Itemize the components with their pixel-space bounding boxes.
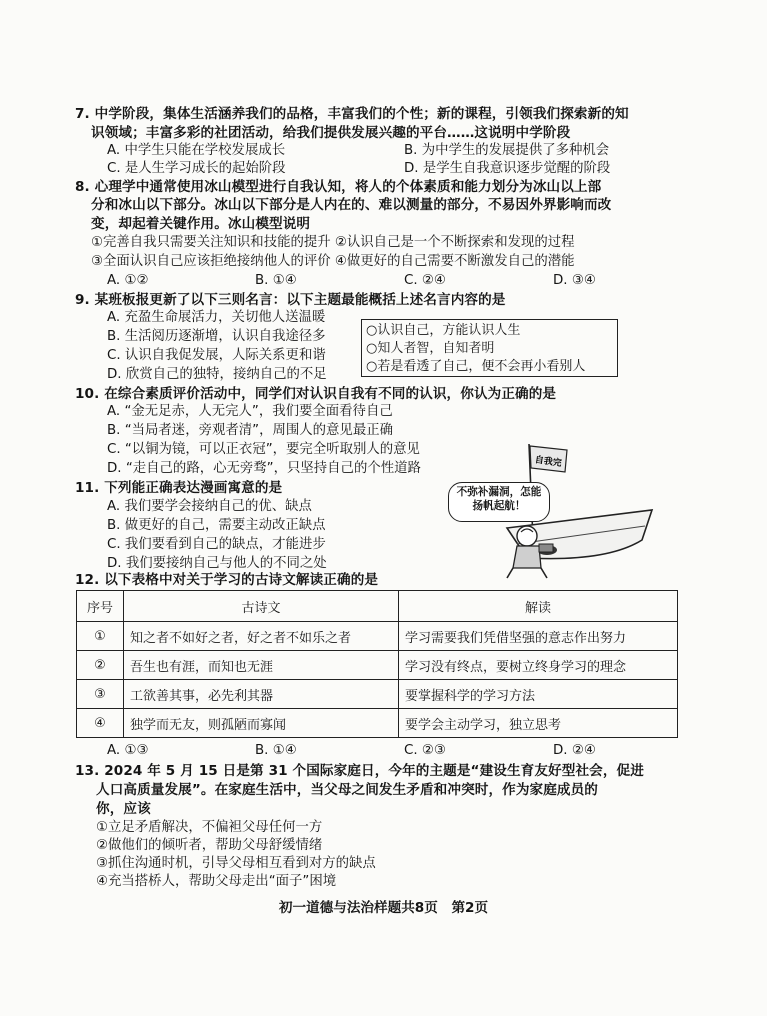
row-meaning: 学习需要我们凭借坚强的意志作出努力 [399,622,678,651]
q7-stem-line1: 7. 中学阶段，集体生活涵养我们的品格，丰富我们的个性；新的课程，引领我们探索新的知 [75,106,629,122]
q8-items-3-4: ③全面认识自己应该拒绝接纳他人的评价 ④做更好的自己需要不断激发自己的潜能 [91,254,575,269]
q11-option-b: B. 做更好的自己，需要主动改正缺点 [107,518,326,533]
q13-stem-line2: 人口高质量发展”。在家庭生活中，当父母之间发生矛盾和冲突时，作为家庭成员的 [96,782,599,798]
row-number: ④ [77,709,124,738]
poems-table [76,590,678,738]
flag-text: 自我完 [534,455,563,470]
q7-option-c: C. 是人生学习成长的起始阶段 [107,161,286,176]
table-header-row [77,591,678,622]
page-footer: 初一道德与法治样题共8页 第2页 [278,900,489,916]
q13-item-2: ②做他们的倾听者，帮助父母舒缓情绪 [96,838,323,853]
table-row [77,680,678,709]
quote-3: ○若是看透了自己，便不会再小看别人 [366,359,586,374]
q11-option-a: A. 我们要学会接纳自己的优、缺点 [107,499,312,514]
speech-line-2: 扬帆起航！ [472,500,526,512]
q9-option-a: A. 充盈生命展活力，关切他人送温暖 [107,310,326,325]
q8-option-c: C. ②④ [404,273,446,288]
q10-option-c: C. “以铜为镜，可以正衣冠”，要完全听取别人的意见 [107,442,420,457]
q8-option-a: A. ①② [107,273,149,288]
row-meaning: 要掌握科学的学习方法 [399,680,678,709]
q13-item-4: ④充当搭桥人，帮助父母走出“面子”困境 [96,874,337,889]
row-meaning: 要学会主动学习，独立思考 [399,709,678,738]
speech-line-1: 不弥补漏洞，怎能 [456,486,542,498]
q9-stem: 9. 某班板报更新了以下三则名言：以下主题最能概括上述名言内容的是 [75,292,506,308]
q8-option-d: D. ③④ [553,273,596,288]
q13-item-3: ③抓住沟通时机，引导父母相互看到对方的缺点 [96,856,376,871]
q12-stem: 12. 以下表格中对关于学习的古诗文解读正确的是 [75,572,379,588]
header-meaning: 解读 [399,591,678,622]
row-poem: 吾生也有涯，而知也无涯 [124,651,399,680]
table-row [77,709,678,738]
row-poem: 知之者不如好之者，好之者不如乐之者 [124,622,399,651]
q10-option-b: B. “当局者迷，旁观者清”，周围人的意见最正确 [107,423,393,438]
q8-stem-line1: 8. 心理学中通常使用冰山模型进行自我认知，将人的个体素质和能力划分为冰山以上部 [75,179,602,195]
row-number: ① [77,622,124,651]
q13-item-1: ①立足矛盾解决，不偏袒父母任何一方 [96,820,323,835]
row-number: ③ [77,680,124,709]
q11-option-c: C. 我们要看到自己的缺点，才能进步 [107,537,326,552]
q10-option-a: A. “金无足赤，人无完人”，我们要全面看待自己 [107,404,393,419]
patch-icon [539,544,553,552]
q8-stem-line3: 变，却起着关键作用。冰山模型说明 [91,216,311,232]
q13-stem-line3: 你，应该 [96,801,151,817]
cartoon-speech-bubble [448,482,550,522]
q7-stem-line2: 识领域；丰富多彩的社团活动，给我们提供发展兴趣的平台……这说明中学阶段 [91,125,571,141]
q11-option-d: D. 我们要接纳自己与他人的不同之处 [107,556,327,571]
q7-option-a: A. 中学生只能在学校发展成长 [107,143,286,158]
q10-option-d: D. “走自己的路，心无旁骛”，只坚持自己的个性道路 [107,461,421,476]
table-row [77,622,678,651]
q12-option-a: A. ①③ [107,743,149,758]
row-poem: 工欲善其事，必先利其器 [124,680,399,709]
q8-stem-line2: 分和冰山以下部分。冰山以下部分是人内在的、难以测量的部分，不易因外界影响而改 [91,197,612,213]
quote-1: ○认识自己，方能认识人生 [366,323,521,338]
q12-option-b: B. ①④ [255,743,297,758]
table-row [77,651,678,680]
row-poem: 独学而无友，则孤陋而寡闻 [124,709,399,738]
q9-option-b: B. 生活阅历逐渐增，认识自我途径多 [107,329,326,344]
q12-option-d: D. ②④ [553,743,596,758]
person-body-icon [513,546,541,568]
q9-option-d: D. 欣赏自己的独特，接纳自己的不足 [107,367,327,382]
q7-option-d: D. 是学生自我意识逐步觉醒的阶段 [404,161,611,176]
q12-option-c: C. ②③ [404,743,446,758]
q10-stem: 10. 在综合素质评价活动中，同学们对认识自我有不同的认识，你认为正确的是 [75,386,557,402]
q9-option-c: C. 认识自我促发展，人际关系更和谐 [107,348,326,363]
quote-2: ○知人者智，自知者明 [366,341,495,356]
q11-stem: 11. 下列能正确表达漫画寓意的是 [75,480,283,496]
row-meaning: 学习没有终点，要树立终身学习的理念 [399,651,678,680]
q8-option-b: B. ①④ [255,273,297,288]
header-poem: 古诗文 [124,591,399,622]
quotes-box [361,319,618,377]
header-number: 序号 [77,591,124,622]
q7-option-b: B. 为中学生的发展提供了多种机会 [404,143,610,158]
q8-items-1-2: ①完善自我只需要关注知识和技能的提升 ②认识自己是一个不断探索和发现的过程 [91,235,575,250]
q13-stem-line1: 13. 2024 年 5 月 15 日是第 31 个国际家庭日，今年的主题是“建设生育友好型社会，促进 [75,763,644,779]
row-number: ② [77,651,124,680]
